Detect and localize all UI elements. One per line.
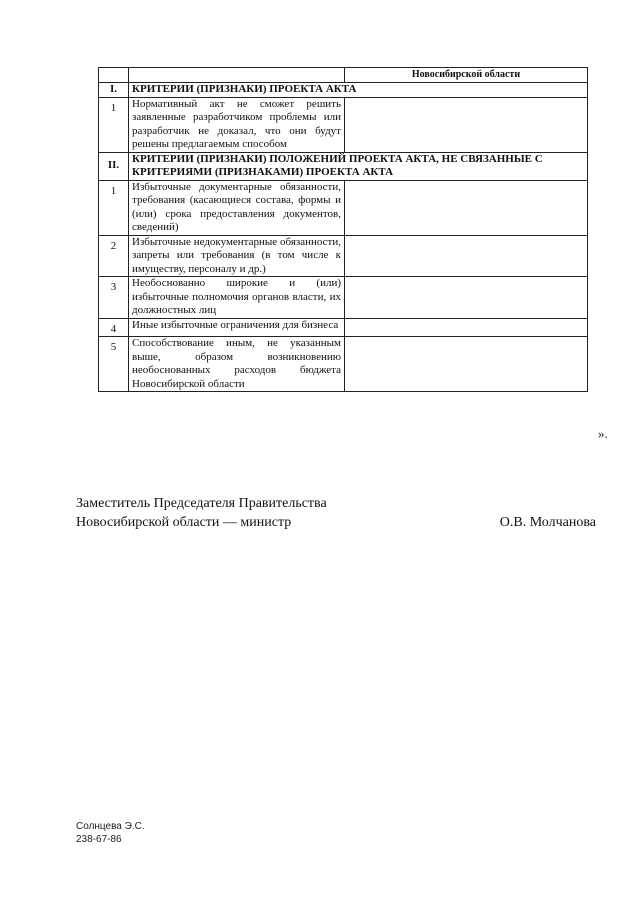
row-criterion: Избыточные документарные обязанности, требования (касающиеся состава, формы и (или) срока предоставления документов, сведений) (129, 180, 345, 235)
signature-name: О.В. Молчанова (499, 515, 596, 530)
row-number: 1 (99, 97, 129, 152)
table-row (99, 235, 588, 277)
row-criterion: Нормативный акт не сможет решить заявленные разработчиком проблемы или разработчик не доказал, что они будут решены предлагаемым способом (129, 97, 345, 152)
row-number: 1 (99, 180, 129, 235)
row-value (345, 337, 588, 392)
row-number: 4 (99, 318, 129, 337)
executor-block (76, 820, 145, 846)
section-number: II. (99, 152, 129, 180)
table-row (99, 337, 588, 392)
executor-name: Солнцева Э.С. (76, 821, 145, 832)
row-number: 3 (99, 277, 129, 319)
row-number: 5 (99, 337, 129, 392)
signature-position-line1: Заместитель Председателя Правительства (76, 496, 327, 511)
table-header-row (99, 68, 588, 83)
closing-quote: ». (598, 426, 608, 441)
row-value (345, 180, 588, 235)
row-criterion: Способствование иным, не указанным выше, образом возникновению необоснованных расходов бюджета Новосибирской области (129, 337, 345, 392)
header-cell-empty (129, 68, 345, 83)
table-row (99, 180, 588, 235)
table-row (99, 318, 588, 337)
row-value (345, 235, 588, 277)
section-title: КРИТЕРИИ (ПРИЗНАКИ) ПРОЕКТА АКТА (129, 83, 588, 98)
row-value (345, 277, 588, 319)
section-row (99, 83, 588, 98)
criteria-table (98, 67, 588, 392)
row-value (345, 318, 588, 337)
header-cell-region: Новосибирской области (345, 68, 588, 83)
section-row (99, 152, 588, 180)
header-cell-empty (99, 68, 129, 83)
row-value (345, 97, 588, 152)
executor-phone: 238-67-86 (76, 834, 122, 845)
section-number: I. (99, 83, 129, 98)
table-row (99, 277, 588, 319)
row-criterion: Избыточные недокументарные обязанности, запреты или требования (в том числе к имуществу, персоналу и др.) (129, 235, 345, 277)
section-title: КРИТЕРИИ (ПРИЗНАКИ) ПОЛОЖЕНИЙ ПРОЕКТА АКТА, НЕ СВЯЗАННЫЕ С КРИТЕРИЯМИ (ПРИЗНАКАМИ) ПРОЕКТА АКТА (129, 152, 588, 180)
table-row (99, 97, 588, 152)
signature-block (76, 494, 596, 532)
row-criterion: Необоснованно широкие и (или) избыточные полномочия органов власти, их должностных лиц (129, 277, 345, 319)
row-criterion: Иные избыточные ограничения для бизнеса (129, 318, 345, 337)
row-number: 2 (99, 235, 129, 277)
signature-position-line2: Новосибирской области — министр (76, 515, 292, 530)
